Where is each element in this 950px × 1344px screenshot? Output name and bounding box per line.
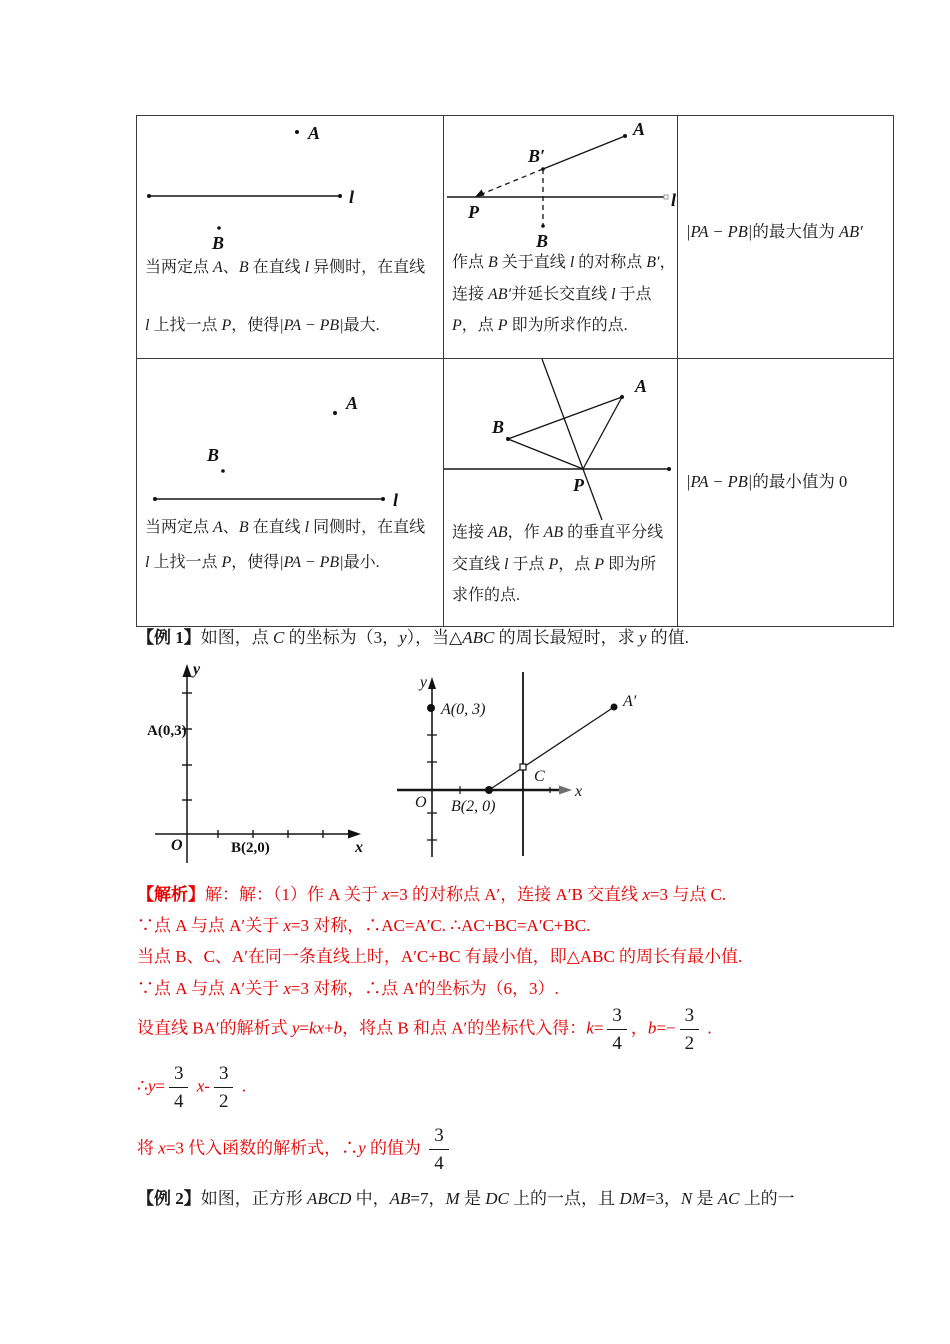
point-label-p: P	[573, 475, 584, 495]
point-c-marker	[520, 764, 526, 770]
cell-text-line2: l 上找一点 P，使得|PA − PB|最大.	[145, 317, 380, 334]
solution-line-5: 设直线 BA′的解析式 y=kx+b，将点 B 和点 A′的坐标代入得：k= $\frac{3}{4}$ ，b=− $\frac{3}{2}$ .	[137, 1005, 712, 1054]
point-label-a03: A(0,3)	[147, 723, 187, 739]
cell-text-line1: 当两定点 A、B 在直线 l 同侧时，在直线	[145, 519, 426, 536]
point-a-dot	[333, 411, 337, 415]
point-label-b: B	[536, 231, 549, 251]
segment-a-bprime	[543, 136, 625, 169]
table-cell-r1c2	[444, 116, 678, 359]
table-cell-r1c3	[678, 116, 893, 359]
cell-text-line1: 作点 B 关于直线 l 的对称点 B′，	[452, 254, 676, 271]
example1-text: 【例 1】如图，点 C 的坐标为（3，y），当△ABC 的周长最短时，求 y 的值.	[137, 628, 689, 647]
point-label-a: A	[308, 123, 321, 143]
solution-line-4: ∵点 A 与点 A′关于 x=3 对称，∴点 A′的坐标为（6，3）.	[137, 979, 559, 998]
cell-text-line2: 连接 AB′并延长交直线 l 于点	[452, 286, 652, 303]
point-a-dot	[623, 134, 627, 138]
arrowhead-at-p	[475, 190, 485, 198]
line-endpoint-dot	[381, 497, 385, 501]
fig-example1-left	[145, 660, 370, 868]
segment-ap	[583, 397, 622, 469]
perpendicular-bisector	[542, 359, 602, 520]
point-label-a: A	[635, 376, 648, 396]
solution-line-1: 【解析】解：解：（1）作 A 关于 x=3 的对称点 A′，连接 A′B 交直线 x=3 与点 C.	[137, 885, 727, 904]
method-table	[136, 115, 894, 627]
point-a-dot	[620, 395, 624, 399]
fig-perpendicular-bisector	[444, 359, 678, 521]
point-b-dot	[485, 786, 493, 794]
line-endpoint-dot	[667, 467, 671, 471]
table-cell-r1c1	[137, 116, 444, 359]
line-label-l: l	[349, 187, 355, 207]
table-cell-r2c3	[678, 359, 893, 626]
point-b-dot	[221, 469, 225, 473]
x-axis-label: x	[355, 839, 363, 856]
line-endpoint-dot	[338, 194, 342, 198]
point-label-b: B(2, 0)	[451, 798, 496, 815]
cell-text-line2: 交直线 l 于点 P，点 P 即为所	[452, 556, 657, 573]
x-axis-arrow	[559, 786, 572, 795]
line-end-marker	[664, 195, 668, 199]
cell-text-line3: 求作的点.	[452, 587, 521, 604]
x-axis-label: x	[575, 783, 583, 800]
y-axis-arrow	[183, 664, 192, 677]
point-a-dot	[427, 704, 435, 712]
solution-line-6: ∴y= $\frac{3}{4}$ x- $\frac{3}{2}$ .	[137, 1063, 246, 1112]
fig-reflection-construction	[444, 116, 678, 256]
point-aprime-dot	[611, 704, 618, 711]
solution-line-2: ∵点 A 与点 A′关于 x=3 对称，∴AC=A′C. ∴AC+BC=A′C+BC.	[137, 916, 591, 935]
y-axis-label: y	[419, 674, 427, 691]
point-b-dot	[506, 437, 510, 441]
point-label-bprime: B′	[528, 146, 546, 166]
line-label-l: l	[671, 190, 677, 210]
fig-example1-right	[395, 660, 653, 860]
example2-text: 【例 2】如图，正方形 ABCD 中，AB=7，M 是 DC 上的一点，且 DM=3，N 是 AC 上的一	[137, 1189, 795, 1208]
point-label-b: B	[492, 417, 505, 437]
point-label-a: A(0, 3)	[441, 701, 486, 718]
point-label-a: A	[633, 119, 646, 139]
table-cell-r2c2	[444, 359, 678, 626]
point-b-dot	[541, 224, 545, 228]
y-axis-arrow	[428, 677, 436, 689]
point-b-dot	[217, 226, 221, 230]
segment-b-aprime	[489, 707, 614, 790]
fig-two-points-opposite-sides	[137, 116, 444, 256]
point-label-b20: B(2,0)	[231, 840, 270, 856]
point-label-p: P	[468, 202, 479, 222]
solution-line-3: 当点 B、C、A′在同一条直线上时，A′C+BC 有最小值，即△ABC 的周长有最小值.	[137, 947, 743, 966]
point-label-b: B	[212, 233, 225, 253]
segment-ab	[508, 397, 622, 439]
line-endpoint-dot	[153, 497, 157, 501]
conclusion-min: |PA − PB|的最小值为 0	[686, 472, 848, 491]
line-endpoint-dot	[147, 194, 151, 198]
line-label-l: l	[393, 490, 399, 510]
point-label-c: C	[534, 768, 545, 785]
conclusion-max: |PA − PB|的最大值为 AB′	[686, 222, 863, 241]
origin-label: O	[415, 794, 427, 811]
y-axis-label: y	[193, 661, 201, 678]
point-label-a: A	[346, 393, 359, 413]
solution-line-7: 将 x=3 代入函数的解析式，∴y 的值为 $\frac{3}{4}$	[137, 1126, 453, 1173]
x-axis-arrow	[348, 830, 361, 839]
dashed-bprime-p	[477, 169, 543, 196]
cell-text-line1: 当两定点 A、B 在直线 l 异侧时，在直线	[145, 259, 426, 276]
segment-bp	[508, 439, 583, 469]
cell-text-line3: P，点 P 即为所求作的点.	[452, 317, 628, 334]
cell-text-line1: 连接 AB，作 AB 的垂直平分线	[452, 524, 664, 541]
origin-label: O	[171, 837, 183, 854]
point-label-aprime: A′	[623, 693, 637, 710]
table-cell-r2c1	[137, 359, 444, 626]
point-label-b: B	[207, 445, 220, 465]
cell-text-line2: l 上找一点 P，使得|PA − PB|最小.	[145, 554, 380, 571]
point-a-dot	[295, 130, 299, 134]
point-bprime-dot	[541, 167, 545, 171]
fig-two-points-same-side	[137, 359, 444, 514]
